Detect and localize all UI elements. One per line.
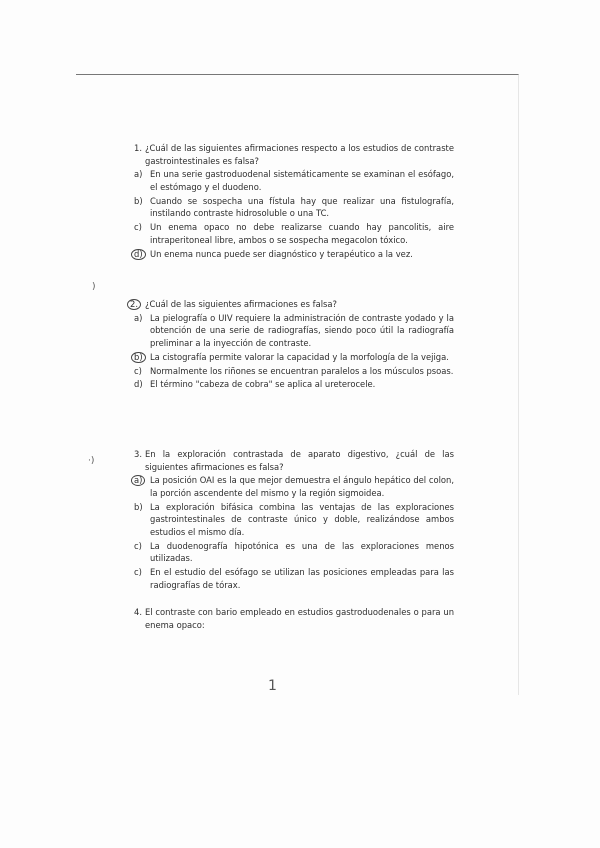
question-number: 4.	[134, 607, 142, 617]
option-text: La cistografía permite valorar la capacidad y la morfología de la vejiga.	[150, 351, 449, 362]
page-number: 1	[268, 678, 277, 694]
option-text: La posición OAI es la que mejor demuestra el ángulo hepático del colon, la porción ascendente del mismo y la región sigmoidea.	[150, 475, 454, 498]
option-text: Un enema opaco no debe realizarse cuando hay pancolitis, aire intraperitoneal libre, ambos o se sospecha megacolon tóxico.	[150, 222, 454, 245]
answer-circle: a)	[131, 475, 145, 486]
option-text: En el estudio del esófago se utilizan las posiciones empleadas para las radiografías de tórax.	[150, 567, 454, 590]
option-text: La duodenografía hipotónica es una de las exploraciones menos utilizadas.	[150, 540, 454, 564]
answer-circle: b)	[131, 352, 146, 363]
option-d	[134, 248, 454, 261]
option-b	[134, 195, 454, 220]
option-a	[134, 168, 454, 193]
question-stem: ¿Cuál de las siguientes afirmaciones es falsa?	[145, 299, 337, 309]
option-letter-circled	[134, 248, 146, 261]
question-3	[134, 448, 454, 591]
question-number: 1.	[134, 143, 142, 153]
option-text: Normalmente los riñones se encuentran paralelos a los músculos psoas.	[150, 365, 454, 376]
option-c	[134, 365, 454, 378]
option-letter: a)	[134, 169, 143, 180]
answer-circle: 2.	[127, 299, 141, 310]
question-stem: En la exploración contrastada de aparato digestivo, ¿cuál de las siguientes afirmaciones es falsa?	[145, 449, 454, 472]
question-1	[134, 142, 454, 260]
option-letter-circled	[134, 351, 146, 364]
option-letter-circled	[134, 474, 145, 487]
option-letter: c)	[134, 365, 142, 376]
question-number: 3.	[134, 449, 142, 459]
margin-mark: )	[92, 282, 96, 292]
option-letter: d)	[134, 379, 143, 390]
option-d	[134, 566, 454, 591]
option-text: Un enema nunca puede ser diagnóstico y terapéutico a la vez.	[150, 248, 413, 259]
option-b	[134, 351, 454, 364]
question-number-circled	[130, 298, 141, 311]
question-4	[134, 606, 454, 631]
option-text: El término "cabeza de cobra" se aplica al ureterocele.	[150, 379, 376, 390]
option-letter: c)	[134, 222, 142, 233]
margin-mark: ·)	[88, 456, 95, 466]
option-c	[134, 221, 454, 246]
option-text: Cuando se sospecha una fístula hay que realizar una fistulografía, instilando contraste hidrosoluble o una TC.	[150, 195, 454, 219]
option-letter: a)	[134, 312, 143, 323]
question-stem: El contraste con bario empleado en estudios gastroduodenales o para un enema opaco:	[145, 607, 454, 630]
option-a	[134, 312, 454, 350]
option-letter: b)	[134, 195, 143, 206]
option-d	[134, 378, 454, 391]
option-letter: b)	[134, 501, 143, 512]
option-b	[134, 501, 454, 539]
option-letter: c)	[134, 540, 142, 551]
option-letter: c)	[134, 567, 142, 578]
option-c	[134, 540, 454, 565]
option-text: En una serie gastroduodenal sistemáticamente se examinan el esófago, el estómago y el duodeno.	[150, 169, 454, 192]
option-text: La pielografía o UIV requiere la administración de contraste yodado y la obtención de una serie de radiografías, siendo poco útil la radiografía preliminar a la inyección de contraste.	[150, 312, 454, 348]
question-2	[130, 298, 454, 391]
option-text: La exploración bifásica combina las ventajas de las exploraciones gastrointestinales de contraste único y doble, realizándose ambos estudios el mismo día.	[150, 501, 454, 537]
answer-circle: d)	[131, 249, 146, 260]
option-a	[134, 474, 454, 499]
question-stem: ¿Cuál de las siguientes afirmaciones respecto a los estudios de contraste gastrointestinales es falsa?	[145, 143, 454, 166]
